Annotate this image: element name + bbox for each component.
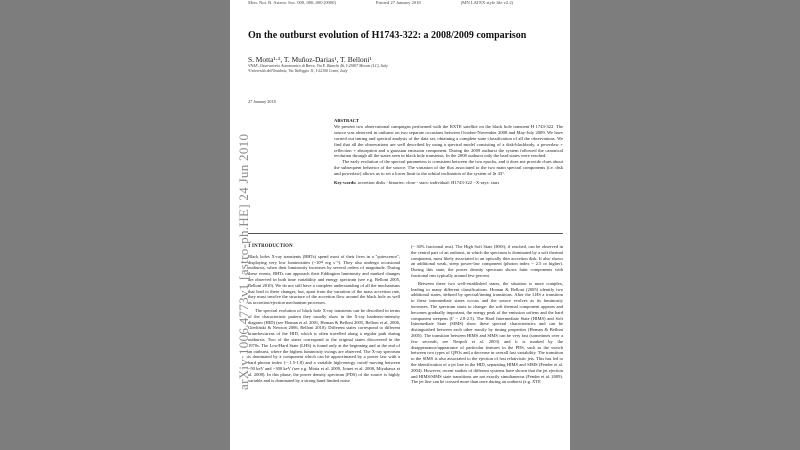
left-column <box>248 244 400 385</box>
abstract-heading: ABSTRACT <box>334 118 360 123</box>
intro-paragraph-3: (~ 30% fractional rms). The High Soft State (HSS), if reached, can be observed in the central part of an outburst, in which the spectrum is dominated by a soft thermal component, most likely associated to an optically thin accretion disk. It also shows an additional weak, steep power-law component (photon index ~ 2.5 or higher). During this state, the power density spectrum shows faint components with fractional rms typically around few percent. <box>411 244 563 278</box>
keywords-label: Key words: <box>334 180 357 186</box>
arxiv-stamp <box>230 60 251 390</box>
intro-paragraph-1: Black holes X-ray transients (BHTs) spend most of their lives in a "quiescence", displaying very low luminosities (~10³² erg s⁻¹). They also undergo occasional outbursts, when their luminosity increases by several orders of magnitude. During these events, BHTs can approach their Eddington luminosity and marked changes are observed in both time variability and energy spectrum (see e.g. Belloni 2005, Belloni 2010). We do not still have a complete understanding of all the mechanisms that lead to these changes, but, apart from the variation of the mass accretion rate, they must involve the structure of the accretion flow around the black hole as well as accretion/ejection mechanism processes. <box>248 253 400 306</box>
right-column <box>411 244 563 387</box>
author-list: S. Motta¹·², T. Muñoz-Darias¹, T. Belloni¹ <box>248 55 372 64</box>
intro-paragraph-4: Between these two well-established states, the situation is more complex, leading to many different classifications. Homan & Belloni (2005) identify two additional states, defined by spectral/timing transitions. After the LHS a transition to these intermediate states occurs and the source evolves as its luminosity increases. The spectrum starts to change: the soft thermal component appears and becomes gradually important, the energy peak of the emission softens and the hard component steepens (Γ ~ 2.0-2.5). The Hard Intermediate State (HIMS) and Soft Intermediate State (SIMS) show these spectral characteristics and can be distinguished between each other mostly by timing properties (Homan & Belloni 2005). The transition between HIMS and SIMS can be very fast (sometimes over a few seconds, see Nespoli et al. 2003) and it is marked by the disappearance/appearance of particular features in the PDS, such as the switch between two types of QPOs and a decrease in overall fast variability. The transition to the SIMS is also associated to the ejection of fast relativistic jets. This has led to the identification of a jet line in the HID, separating HIMS and SIMS (Fender et al. 2004). However, recent studies of different systems have shown that the jet ejection and HIMS/SIMS state transitions are not exactly simultaneous (Fender et al. 2009). The jet line can be crossed more than once during an outburst (e.g. XTE <box>411 280 563 385</box>
section-heading: 1 INTRODUCTION <box>248 244 293 249</box>
journal-reference: Mon. Not. R. Astron. Soc. 000, 000–000 (0000) <box>248 0 336 5</box>
viewer-background-left <box>0 0 230 450</box>
section-divider <box>248 233 563 234</box>
affiliation-1: ¹INAF–Osservatorio Astronomico di Brera, Via E. Bianchi 46, I-23807 Merate (LC), Italy <box>248 64 388 68</box>
paper-title: On the outburst evolution of H1743-322: a 2008/2009 comparison <box>248 30 527 41</box>
abstract-paragraph-1: We present two observational campaigns performed with the RXTE satellite on the black hole transient H 1743-322. The source was observed in outburst on two separate occasions between October-November 2008 and May-July 2009. We have carried out timing and spectral analysis of the data set, obtaining a complete state classification of all the observations. We find that all the observations are well described by using a spectral model consisting of a disk-blackbody, a powerlaw + reflection + absorption and a gaussian emission component. During the 2009 outburst the system followed the canonical evolution through all the states seen in black hole transients. In the 2008 outburst only the hard states were reached. <box>334 123 563 159</box>
paper-page <box>230 0 570 450</box>
affiliations <box>248 64 558 74</box>
running-header <box>248 0 564 8</box>
paper-date: 27 January 2018 <box>248 99 276 104</box>
viewer-background-right <box>570 0 800 450</box>
style-file: (MN LATEX style file v2.2) <box>460 0 514 5</box>
abstract <box>334 118 563 186</box>
intro-paragraph-2: The spectral evolution of black hole X-ray transients can be described in terms of the characteristic pattern they usually show in the X-ray hardness-intensity diagram (HID) (see Homan et al. 2001, Homan & Belloni 2005, Belloni et al. 2006, Gierliński & Newton 2006, Belloni 2010). Different states correspond to different branches/areas of the HID, which is often travelled along a regular path during outbursts. Two of the states correspond to the original states discovered in the 1970s. The Low/Hard State (LHS) is found only at the beginning and at the end of an outburst, where the highest luminosity swings are observed. The X-ray spectrum is dominated by a component which can be approximated by a power law with a hard photon index (~ 1.5-1.8) and a variable high-energy cutoff moving between ~50 keV and ~300 keV (see e.g. Motta et al. 2009, Joinet et al. 2008, Miyakawa et al. 2008). In this phase, the power density spectrum (PDS) of the source is highly variable and is dominated by a strong band limited noise <box>248 307 400 383</box>
printed-date: Printed 27 January 2018 <box>375 0 421 5</box>
keywords-list: accretion disks - binaries: close - stars: individual: H1743-322 - X-rays: stars <box>357 180 500 186</box>
arxiv-id: arXiv:1006.4773v1 [astro-ph.HE] 24 Jun 2010 <box>236 133 251 390</box>
affiliation-2: ²Università dell'Insubria, Via Valleggio 11, I-22100 Como, Italy <box>248 69 348 73</box>
keywords <box>334 180 563 186</box>
abstract-paragraph-2: The early evolution of the spectral parameters is consistent between the two epochs, and it does not provide clues about the subsequent behavior of the source. The variation of the flux associated to the two main spectral components (i.e. disk and powerlaw) allows us to set a lower limit to the orbital inclination of the system of ≳ 43°. <box>334 159 563 177</box>
